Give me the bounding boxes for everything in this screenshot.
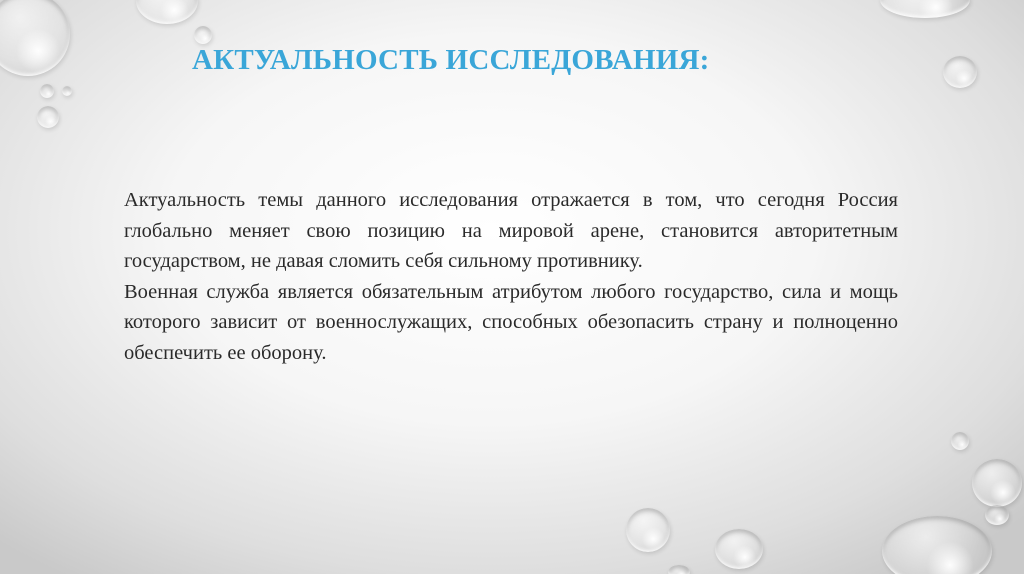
water-drop-decoration: [882, 516, 992, 574]
water-drop-decoration: [136, 0, 198, 24]
water-drop-decoration: [668, 565, 690, 574]
water-drop-decoration: [626, 508, 670, 552]
water-drop-decoration: [62, 86, 72, 96]
slide-title: АКТУАЛЬНОСТЬ ИССЛЕДОВАНИЯ:: [192, 44, 710, 76]
water-drop-decoration: [40, 84, 54, 98]
water-drop-decoration: [715, 529, 763, 569]
water-drop-decoration: [0, 0, 70, 76]
water-drop-decoration: [972, 459, 1022, 507]
body-paragraph: Актуальность темы данного исследования отражается в том, что сегодня Россия глобально меняет свою позицию на мировой арене, становится авторитетным государством, не давая сломить себя сильному противнику.: [124, 189, 898, 273]
water-drop-decoration: [951, 432, 969, 450]
water-drop-decoration: [985, 505, 1009, 525]
water-drop-decoration: [943, 56, 977, 88]
water-drop-decoration: [880, 0, 970, 18]
water-drop-decoration: [37, 106, 59, 128]
body-paragraph: Военная служба является обязательным атрибутом любого государство, сила и мощь которого зависит от военнослужащих, способных обезопасить страну и полноценно обеспечить ее оборону.: [124, 280, 898, 364]
slide-body: [124, 185, 898, 369]
